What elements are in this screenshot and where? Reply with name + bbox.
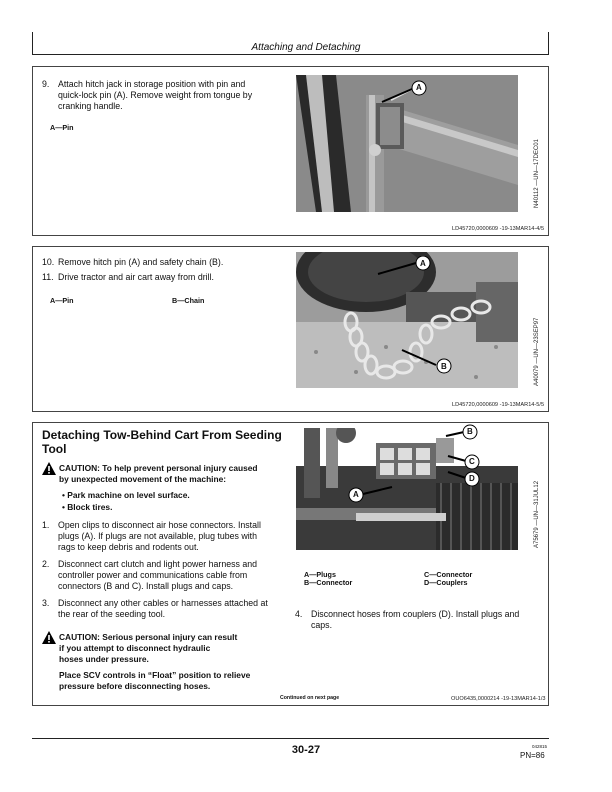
step-9-number: 9.: [42, 79, 50, 89]
callout-a-label-1: A: [416, 83, 422, 92]
step-11-number: 11.: [42, 272, 54, 282]
page-number: 30-27: [291, 744, 321, 756]
couplers-photo: [296, 428, 518, 550]
reference-code-2: LD45720,0000609 -19-13MAR14-5/5: [452, 402, 545, 408]
warning-icon-2: [42, 631, 56, 644]
section-title: [42, 428, 287, 456]
caution-2-line-5: pressure before disconnecting hoses.: [59, 681, 211, 691]
step-10-text: Remove hitch pin (A) and safety chain (B).: [58, 257, 224, 267]
callout-b-label-3: B: [467, 427, 473, 436]
page-header-title: Attaching and Detaching: [251, 42, 361, 53]
callout-a-pointer-2: [376, 256, 436, 280]
callout-a-pointer-1: [380, 80, 430, 110]
step-2-line-1: Disconnect cart clutch and light power harness and: [58, 559, 258, 569]
caution-2-line-4: Place SCV controls in “Float” position to relieve: [59, 670, 251, 680]
step-4-number: 4.: [295, 609, 303, 619]
caution-2-line-2: if you attempt to disconnect hydraulic: [59, 643, 211, 653]
step-1-line-2: plugs (A). If plugs are not available, plug tubes with: [58, 531, 258, 541]
caution-2-line-1: CAUTION: Serious personal injury can result: [59, 632, 238, 642]
section-title-line-1: Detaching Tow-Behind Cart From Seeding: [42, 428, 282, 442]
legend-pin: A—Pin: [50, 123, 74, 132]
legend-chain: B—Chain: [172, 296, 205, 305]
image-id-1: N40112 —UN—17DEC01: [534, 139, 540, 208]
continued-note: Continued on next page: [280, 695, 340, 701]
legend-connector-c: C—Connector: [424, 570, 473, 579]
callout-b-pointer: [400, 346, 456, 376]
legend-connector-b: B—Connector: [304, 578, 353, 587]
step-4-line-1: Disconnect hoses from couplers (D). Install plugs and: [311, 609, 520, 619]
step-4-line-2: caps.: [311, 620, 333, 630]
step-3-line-2: the rear of the seeding tool.: [58, 609, 166, 619]
callout-b-label: B: [441, 362, 447, 371]
legend-couplers: D—Couplers: [424, 578, 468, 587]
step-9-line-2: quick-lock pin (A). Remove weight from tongue by: [58, 90, 253, 100]
legend-plugs: A—Plugs: [304, 570, 336, 579]
reference-code-3: OUO6435,0000214 -19-13MAR14-1/3: [451, 696, 546, 702]
image-id-3: A75679 —UN—31JUL12: [534, 480, 540, 548]
step-3-line-1: Disconnect any other cables or harnesses attached at: [58, 598, 268, 608]
bullet-block-tires: • Block tires.: [62, 502, 113, 512]
bullet-park-level: • Park machine on level surface.: [62, 490, 190, 500]
image-id-2: A40079 —UN—23SEP97: [534, 317, 540, 386]
callout-c-label: C: [469, 457, 475, 466]
step-3-number: 3.: [42, 598, 50, 608]
caution-1-line-2: by unexpected movement of the machine:: [59, 474, 227, 484]
warning-icon: [42, 462, 56, 475]
step-9-line-3: cranking handle.: [58, 101, 123, 111]
step-1-line-1: Open clips to disconnect air hose connectors. Install: [58, 520, 261, 530]
step-10-number: 10.: [42, 257, 55, 267]
footer-small-code: 042815: [532, 744, 548, 749]
callout-a-label-2: A: [420, 259, 426, 268]
callout-d-label: D: [469, 474, 475, 483]
step-1-line-3: rags to keep debris and rodents out.: [58, 542, 199, 552]
legend-pin-2: A—Pin: [50, 296, 74, 305]
step-9-line-1: Attach hitch jack in storage position with pin and: [58, 79, 246, 89]
step-2-number: 2.: [42, 559, 50, 569]
section-title-line-2: Tool: [42, 442, 67, 456]
callout-a-label-3: A: [353, 490, 359, 499]
step-1-number: 1.: [42, 520, 50, 530]
caution-2-line-3: hoses under pressure.: [59, 654, 149, 664]
caution-1-line-1: CAUTION: To help prevent personal injury caused: [59, 463, 258, 473]
reference-code-1: LD45720,0000609 -19-13MAR14-4/5: [452, 226, 545, 232]
header-rule-bottom: [32, 54, 549, 55]
step-11-text: Drive tractor and air cart away from drill.: [58, 272, 214, 282]
footer-rule: [32, 738, 549, 739]
footer-pn: PN=86: [520, 751, 545, 760]
couplers-illustration: [296, 428, 518, 550]
step-2-line-2: controller power and communications cable from: [58, 570, 248, 580]
step-2-line-3: connectors (B and C). Install plugs and caps.: [58, 581, 234, 591]
